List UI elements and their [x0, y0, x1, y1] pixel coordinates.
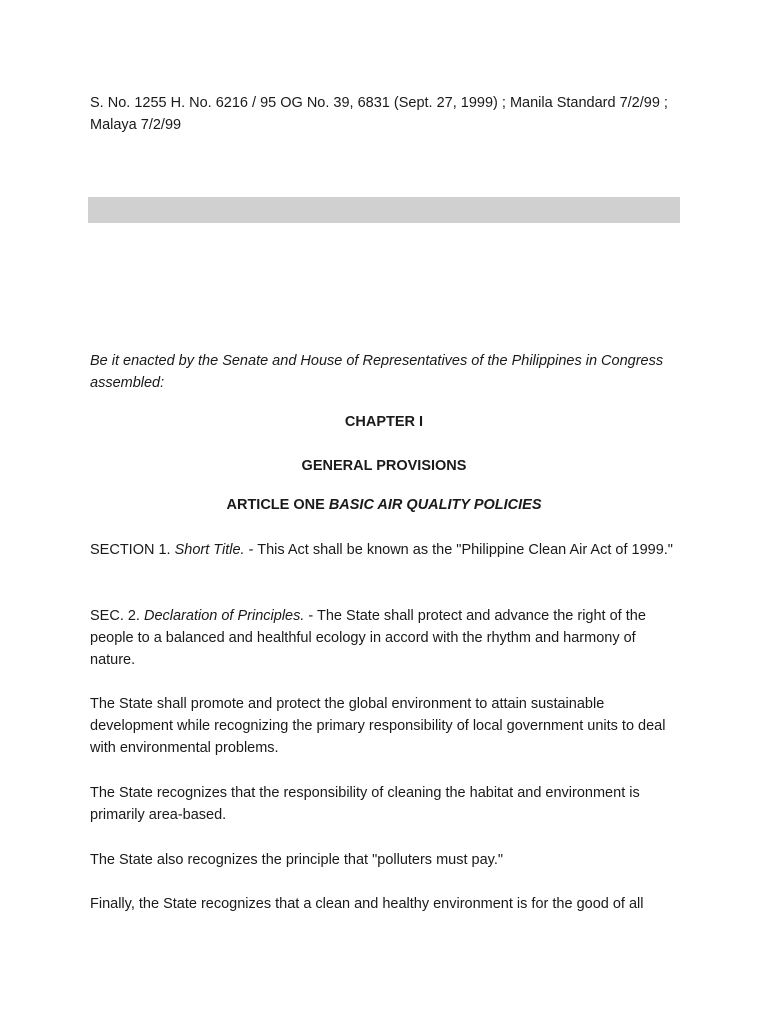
- paragraph-sustainable-development: The State shall promote and protect the global environment to attain sustainable development while recognizing the primary responsibility of local government units to deal with environmental problems.: [90, 696, 666, 756]
- paragraph-area-based: The State recognizes that the responsibility of cleaning the habitat and environment is primarily area-based.: [90, 785, 640, 823]
- chapter-subtitle: GENERAL PROVISIONS: [301, 458, 467, 474]
- paragraph-polluters-pay: The State also recognizes the principle that "polluters must pay.": [90, 852, 504, 868]
- section-1-paragraph: [90, 539, 678, 561]
- section-1-text: - This Act shall be known as the "Philippine Clean Air Act of 1999.": [244, 542, 673, 558]
- chapter-title: CHAPTER I: [344, 414, 424, 430]
- section-2-label: SEC. 2.: [90, 608, 140, 624]
- article-label: ARTICLE ONE: [226, 497, 325, 513]
- section-2-title: Declaration of Principles.: [144, 608, 305, 624]
- section-1-label: SECTION 1.: [90, 542, 171, 558]
- enacting-clause: Be it enacted by the Senate and House of Representatives of the Philippines in Congress assembled:: [90, 353, 664, 391]
- reference-citation: S. No. 1255 H. No. 6216 / 95 OG No. 39, 6831 (Sept. 27, 1999) ; Manila Standard 7/2/99 ; Malaya 7/2/99: [90, 95, 668, 133]
- article-title: BASIC AIR QUALITY POLICIES: [328, 497, 542, 513]
- section-1-title: Short Title.: [174, 542, 245, 558]
- article-heading: [90, 494, 678, 516]
- paragraph-clean-environment: Finally, the State recognizes that a clean and healthy environment is for the good of all: [90, 896, 644, 912]
- section-2-text: - The State shall protect and advance the right of the people to a balanced and healthful ecology in accord with the rhythm and harmony of nature.: [90, 608, 646, 668]
- section-2-paragraph: [90, 605, 678, 671]
- section-divider-bar: [88, 197, 680, 223]
